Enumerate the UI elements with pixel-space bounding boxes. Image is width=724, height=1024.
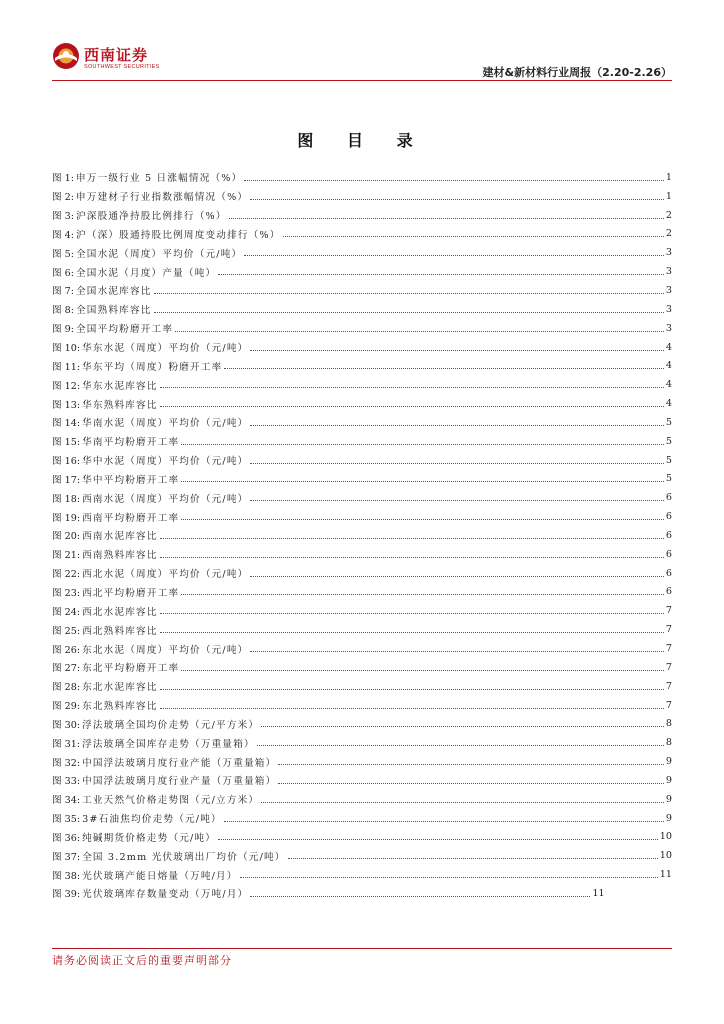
toc-entry-label: 图 21: [52,550,81,562]
toc-dot-leader [218,274,664,275]
toc-entry-title: 华东水泥（周度）平均价（元/吨） [82,343,249,355]
toc-entry-label: 图 31: [52,738,81,750]
toc-entry-title: 3#石油焦均价走势（元/吨） [82,814,222,826]
toc-entry-page: 9 [665,793,672,805]
toc-entry[interactable] [52,752,672,771]
toc-entry-title: 光伏玻璃库存数量变动（万吨/月） [82,889,249,901]
toc-dot-leader [278,783,664,784]
toc-entry-label: 图 20: [52,531,81,543]
toc-dot-leader [154,293,664,294]
toc-dot-leader [160,538,664,539]
toc-dot-leader [218,839,658,840]
toc-entry-label: 图 23: [52,587,81,599]
company-logo [52,42,162,76]
toc-dot-leader [224,821,664,822]
toc-entry-page: 8 [665,737,672,749]
toc-entry-label: 图 28: [52,682,81,694]
toc-entry[interactable] [52,375,672,394]
toc-entry-label: 图 30: [52,719,81,731]
toc-entry[interactable] [52,356,672,375]
toc-entry-title: 华中水泥（周度）平均价（元/吨） [82,456,249,468]
toc-entry-page: 6 [665,548,672,560]
toc-entry-label: 图 11: [52,361,81,373]
toc-entry-label: 图 25: [52,625,81,637]
toc-entry[interactable] [52,281,672,300]
toc-entry-label: 图 12: [52,380,81,392]
toc-entry-title: 中国浮法玻璃月度行业产量（万重量箱） [82,776,277,788]
toc-dot-leader [250,576,663,577]
toc-entry-page: 1 [665,190,672,202]
toc-entry-page: 10 [659,850,672,862]
toc-dot-leader [154,312,664,313]
toc-entry[interactable] [52,846,672,865]
toc-dot-leader [261,726,664,727]
toc-entry-title: 西北水泥（周度）平均价（元/吨） [82,569,249,581]
toc-entry-title: 全国水泥（月度）产量（吨） [75,267,217,279]
toc-dot-leader [181,594,664,595]
toc-entry[interactable] [52,828,672,847]
toc-entry-title: 西南水泥库容比 [82,531,158,543]
toc-entry-page: 9 [665,774,672,786]
toc-entry-label: 图 18: [52,493,81,505]
toc-entry-label: 图 24: [52,606,81,618]
logo-text-cn: 西南证券 [84,46,149,64]
toc-entry-title: 全国 3.2mm 光伏玻璃出厂均价（元/吨） [82,851,286,863]
toc-dot-leader [283,236,664,237]
toc-dot-leader [181,670,664,671]
toc-entry-page: 3 [665,303,672,315]
toc-entry-label: 图 14: [52,418,81,430]
toc-entry-page: 5 [665,416,672,428]
toc-entry-page: 5 [665,435,672,447]
page-header [0,0,724,82]
toc-entry[interactable] [52,187,672,206]
toc-entry-page: 6 [665,511,672,523]
toc-entry-page: 6 [665,529,672,541]
toc-entry-page: 7 [665,699,672,711]
toc-entry[interactable] [52,488,672,507]
toc-entry-page: 3 [665,247,672,259]
toc-entry-title: 华南平均粉磨开工率 [82,437,180,449]
toc-dot-leader [250,651,663,652]
toc-entry-title: 沪（深）股通持股比例周度变动排行（%） [75,229,281,241]
toc-entry-page: 10 [659,831,672,843]
toc-dot-leader [257,745,664,746]
toc-entry-label: 图 16: [52,456,81,468]
toc-entry[interactable] [52,262,672,281]
toc-entry[interactable] [52,300,672,319]
toc-entry-title: 沪深股通净持股比例排行（%） [75,211,227,223]
footer-disclaimer: 请务必阅读正文后的重要声明部分 [52,954,232,967]
toc-entry-page: 4 [665,379,672,391]
toc-entry[interactable] [52,507,672,526]
toc-dot-leader [261,802,664,803]
toc-entry-label: 图 35: [52,814,81,826]
toc-entry-title: 全国水泥库容比 [75,286,152,298]
toc-dot-leader [250,463,663,464]
toc-entry-label: 图 17: [52,474,81,486]
table-of-figures [52,168,672,903]
toc-dot-leader [160,406,664,407]
toc-entry[interactable] [52,545,672,564]
toc-entry-page: 2 [665,228,672,240]
toc-entry-page: 5 [665,473,672,485]
toc-entry-title: 西北熟料库容比 [82,625,158,637]
toc-entry[interactable] [52,639,672,658]
toc-dot-leader [229,218,664,219]
toc-entry-title: 西北水泥库容比 [82,606,158,618]
toc-dot-leader [160,632,664,633]
footer-divider [52,948,672,949]
toc-entry-title: 东北熟料库容比 [82,701,158,713]
toc-entry[interactable] [52,677,672,696]
toc-entry-title: 华东水泥库容比 [82,380,158,392]
toc-entry-label: 图 29: [52,701,81,713]
toc-entry-page: 8 [665,718,672,730]
toc-entry[interactable] [52,809,672,828]
toc-entry-page: 7 [665,605,672,617]
toc-entry-title: 西北平均粉磨开工率 [82,587,180,599]
toc-entry-title: 华南水泥（周度）平均价（元/吨） [82,418,249,430]
toc-entry[interactable] [52,526,672,545]
toc-dot-leader [250,350,663,351]
toc-dot-leader [160,708,664,709]
toc-dot-leader [160,689,664,690]
toc-dot-leader [278,764,664,765]
toc-entry[interactable] [52,432,672,451]
toc-dot-leader [175,331,664,332]
toc-entry-label: 图 1: [52,173,74,185]
toc-entry[interactable] [52,733,672,752]
toc-dot-leader [160,387,664,388]
toc-dot-leader [250,896,590,897]
toc-entry-title: 全国熟料库容比 [75,305,152,317]
toc-entry-label: 图 13: [52,399,81,411]
toc-entry-page: 4 [665,360,672,372]
toc-entry[interactable] [52,696,672,715]
toc-entry-title: 华东平均（周度）粉磨开工率 [82,361,223,373]
toc-entry[interactable] [52,413,672,432]
toc-dot-leader [240,877,658,878]
toc-entry-title: 中国浮法玻璃月度行业产能（万重量箱） [82,757,277,769]
toc-dot-leader [288,858,658,859]
toc-entry-page: 7 [665,624,672,636]
toc-entry[interactable] [52,658,672,677]
toc-entry-title: 申万建材子行业指数涨幅情况（%） [75,192,249,204]
toc-entry-title: 东北水泥库容比 [82,682,158,694]
toc-entry[interactable] [52,243,672,262]
toc-entry-title: 西南水泥（周度）平均价（元/吨） [82,493,249,505]
toc-entry-title: 华东熟料库容比 [82,399,158,411]
toc-entry-label: 图 8: [52,305,74,317]
toc-entry-title: 西南平均粉磨开工率 [82,512,180,524]
toc-entry-page: 9 [665,812,672,824]
toc-entry-label: 图 36: [52,832,81,844]
toc-entry-page: 6 [665,492,672,504]
toc-entry[interactable] [52,319,672,338]
toc-entry[interactable] [52,601,672,620]
logo-text-en: SOUTHWEST SECURITIES [84,64,160,70]
toc-entry-page: 7 [665,643,672,655]
toc-entry-page: 5 [665,454,672,466]
toc-dot-leader [160,613,664,614]
toc-dot-leader [244,180,663,181]
toc-entry[interactable] [52,225,672,244]
toc-entry[interactable] [52,865,672,884]
toc-dot-leader [250,425,663,426]
toc-entry-page: 6 [665,567,672,579]
toc-entry-page: 11 [592,887,605,899]
toc-dot-leader [244,255,664,256]
toc-entry[interactable] [52,714,672,733]
toc-entry-label: 图 2: [52,192,74,204]
toc-entry-title: 全国平均粉磨开工率 [75,324,174,336]
toc-entry[interactable] [52,206,672,225]
toc-entry-label: 图 39: [52,889,81,901]
toc-entry-label: 图 34: [52,795,81,807]
toc-entry[interactable] [52,338,672,357]
toc-entry-title: 申万一级行业 5 日涨幅情况（%） [75,173,243,185]
toc-entry-page: 1 [665,171,672,183]
toc-entry[interactable] [52,470,672,489]
toc-entry-title: 西南熟料库容比 [82,550,158,562]
toc-entry-title: 东北平均粉磨开工率 [82,663,180,675]
toc-dot-leader [181,481,664,482]
toc-entry-label: 图 27: [52,663,81,675]
toc-entry-label: 图 9: [52,324,74,336]
toc-entry-label: 图 38: [52,870,81,882]
toc-entry-page: 4 [665,398,672,410]
toc-entry-label: 图 37: [52,851,81,863]
toc-entry-label: 图 10: [52,343,81,355]
toc-heading: 图 目 录 [297,131,427,150]
toc-entry-page: 7 [665,680,672,692]
toc-dot-leader [181,519,664,520]
toc-entry-title: 全国水泥（周度）平均价（元/吨） [75,248,243,260]
toc-entry[interactable] [52,564,672,583]
header-divider [52,80,672,81]
toc-entry-title: 华中平均粉磨开工率 [82,474,180,486]
toc-entry-label: 图 33: [52,776,81,788]
toc-dot-leader [250,199,664,200]
toc-entry-title: 浮法玻璃全国均价走势（元/平方米） [82,719,260,731]
toc-entry-label: 图 19: [52,512,81,524]
toc-entry-page: 6 [665,586,672,598]
toc-entry-title: 工业天然气价格走势图（元/立方米） [82,795,260,807]
toc-dot-leader [224,368,663,369]
toc-entry-label: 图 3: [52,211,74,223]
logo-emblem-icon [52,42,80,70]
toc-entry-label: 图 22: [52,569,81,581]
toc-dot-leader [250,500,663,501]
toc-entry-label: 图 4: [52,229,74,241]
toc-entry[interactable] [52,168,672,187]
toc-entry-title: 东北水泥（周度）平均价（元/吨） [82,644,249,656]
toc-entry-label: 图 32: [52,757,81,769]
toc-dot-leader [160,557,664,558]
toc-entry-page: 2 [665,209,672,221]
toc-entry-title: 光伏玻璃产能日熔量（万吨/月） [82,870,238,882]
toc-entry[interactable] [52,394,672,413]
toc-entry-page: 3 [665,322,672,334]
toc-entry[interactable] [52,790,672,809]
toc-entry-label: 图 26: [52,644,81,656]
toc-entry[interactable] [52,884,672,903]
toc-entry-page: 9 [665,756,672,768]
toc-entry-page: 4 [665,341,672,353]
toc-entry[interactable] [52,583,672,602]
toc-entry-title: 纯碱期货价格走势（元/吨） [82,832,217,844]
toc-entry[interactable] [52,771,672,790]
toc-entry-page: 11 [659,869,672,881]
toc-entry-label: 图 15: [52,437,81,449]
toc-entry-page: 3 [665,284,672,296]
toc-entry-title: 浮法玻璃全国库存走势（万重量箱） [82,738,255,750]
toc-entry-label: 图 6: [52,267,74,279]
toc-entry-page: 3 [665,266,672,278]
toc-entry[interactable] [52,451,672,470]
toc-entry-label: 图 5: [52,248,74,260]
toc-dot-leader [181,444,664,445]
report-title: 建材&新材料行业周报（2.20-2.26） [482,66,672,79]
toc-entry-page: 7 [665,661,672,673]
toc-entry[interactable] [52,620,672,639]
toc-entry-label: 图 7: [52,286,74,298]
